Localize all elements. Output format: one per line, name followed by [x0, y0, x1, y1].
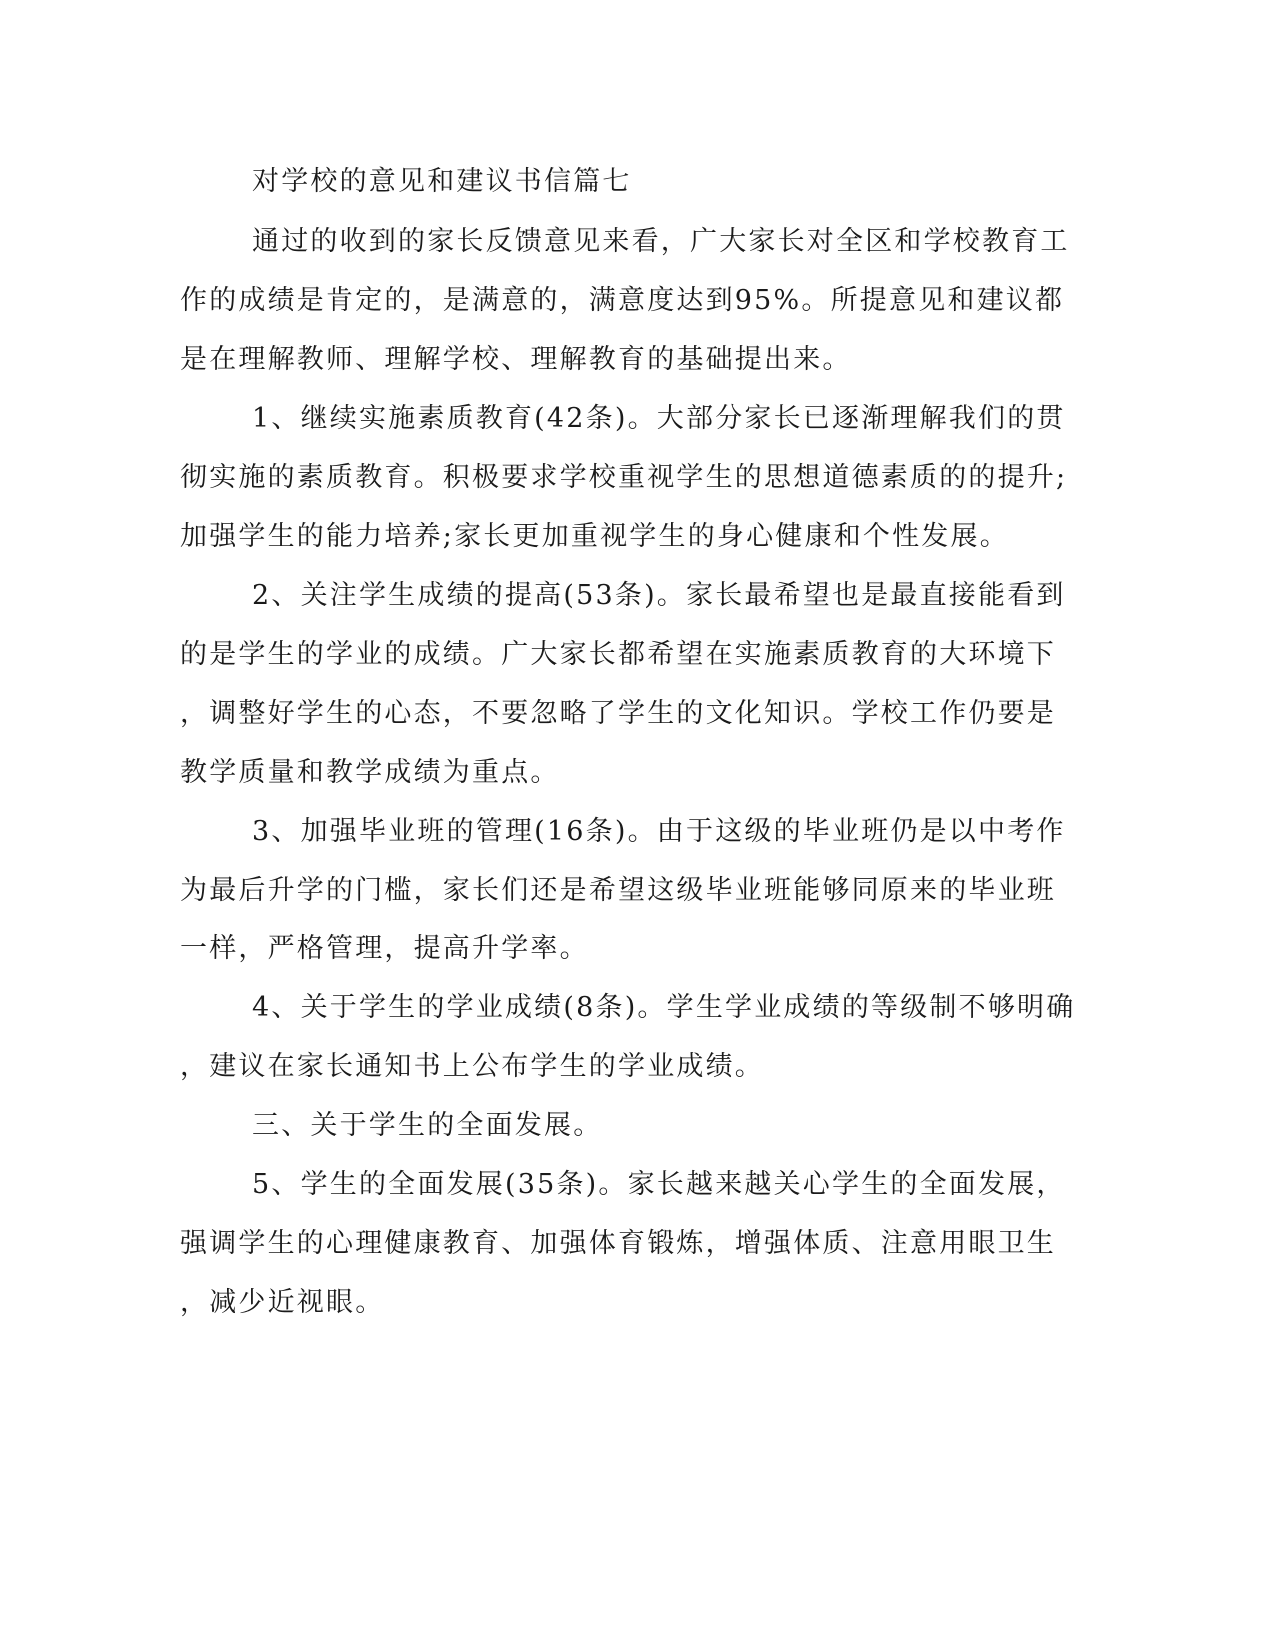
item-3-line-1: 3、加强毕业班的管理(16条)。由于这级的毕业班仍是以中考作 [252, 816, 1066, 847]
item-2-line-2: 的是学生的学业的成绩。广大家长都希望在实施素质教育的大环境下 [180, 639, 1056, 670]
document-title: 对学校的意见和建议书信篇七 [252, 166, 632, 197]
item-1-line-1: 1、继续实施素质教育(42条)。大部分家长已逐渐理解我们的贯 [252, 403, 1066, 434]
item-5-line-1: 5、学生的全面发展(35条)。家长越来越关心学生的全面发展， [252, 1169, 1066, 1200]
item-1-line-3: 加强学生的能力培养;家长更加重视学生的身心健康和个性发展。 [180, 521, 1009, 552]
item-2-line-3: ，调整好学生的心态，不要忽略了学生的文化知识。学校工作仍要是 [180, 698, 1056, 729]
paragraph-1-line-1: 通过的收到的家长反馈意见来看，广大家长对全区和学校教育工 [252, 226, 1070, 257]
item-4-line-1: 4、关于学生的学业成绩(8条)。学生学业成绩的等级制不够明确 [252, 992, 1076, 1023]
item-1-line-2: 彻实施的素质教育。积极要求学校重视学生的思想道德素质的的提升; [180, 462, 1068, 493]
item-2-line-4: 教学质量和教学成绩为重点。 [180, 757, 560, 788]
paragraph-1-line-3: 是在理解教师、理解学校、理解教育的基础提出来。 [180, 344, 852, 375]
paragraph-1-line-2: 作的成绩是肯定的，是满意的，满意度达到95%。所提意见和建议都 [180, 285, 1065, 316]
item-5-line-3: ，减少近视眼。 [180, 1287, 385, 1318]
section-3-heading: 三、关于学生的全面发展。 [252, 1110, 603, 1141]
item-2-line-1: 2、关注学生成绩的提高(53条)。家长最希望也是最直接能看到 [252, 580, 1066, 611]
item-5-line-2: 强调学生的心理健康教育、加强体育锻炼，增强体质、注意用眼卫生 [180, 1228, 1056, 1259]
item-3-line-2: 为最后升学的门槛，家长们还是希望这级毕业班能够同原来的毕业班 [180, 875, 1056, 906]
item-4-line-2: ，建议在家长通知书上公布学生的学业成绩。 [180, 1051, 764, 1082]
item-3-line-3: 一样，严格管理，提高升学率。 [180, 933, 589, 964]
